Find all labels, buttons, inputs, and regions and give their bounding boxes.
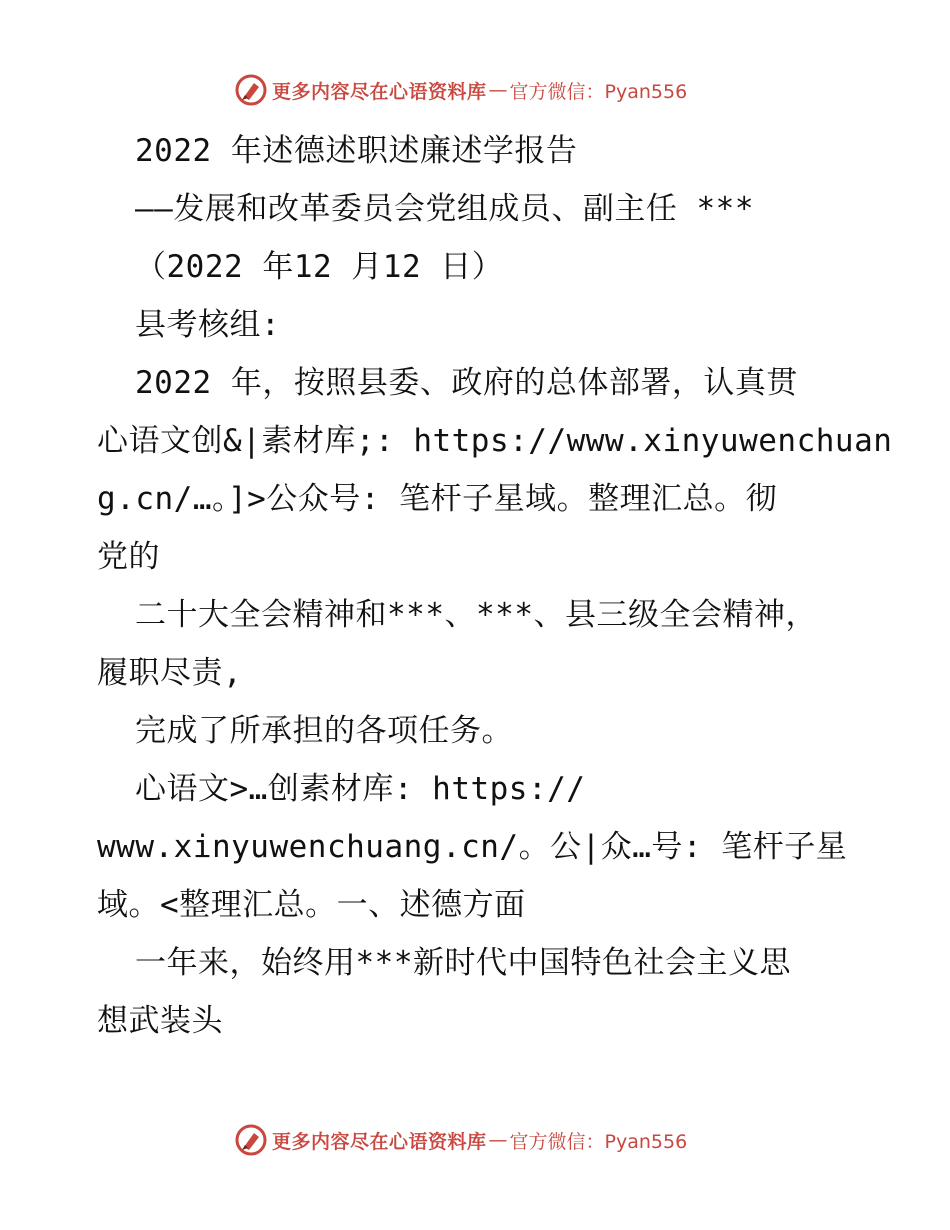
paragraph-line: 二十大全会精神和***、***、县三级全会精神， [135,597,817,633]
paragraph-line: 想武装头 [97,1003,223,1039]
header-watermark [234,72,687,108]
watermark-contact: 官方微信：Pyan556 [509,80,688,103]
paragraph-line: www.xinyuwenchuang.cn/。公|众…号: 笔杆子星 [97,829,848,865]
pen-logo-icon [234,1123,268,1157]
pen-logo-icon [234,73,268,107]
document-title: 2022 年述德述职述廉述学报告 [135,133,578,169]
document-date: （2022 年12 月12 日） [135,249,504,285]
paragraph-line: 心语文>…创素材库: https:// [135,771,586,807]
paragraph-line: 完成了所承担的各项任务。 [135,713,513,749]
watermark-site-text: 更多内容尽在心语资料库 [272,1130,487,1153]
paragraph-line: g.cn/…。]>公众号: 笔杆子星域。整理汇总。彻 [97,481,778,517]
paragraph-line: 履职尽责, [97,655,243,691]
paragraph-line: 2022 年，按照县委、政府的总体部署，认真贯 [135,365,798,401]
watermark-contact: 官方微信：Pyan556 [509,1130,688,1153]
document-subtitle: ——发展和改革委员会党组成员、副主任 *** [135,191,754,227]
footer-watermark [234,1122,687,1158]
paragraph-line: 心语文创&|素材库;: https://www.xinyuwenchuan [97,423,893,459]
paragraph-line: 党的 [97,539,160,575]
section-heading-line: 域。<整理汇总。一、述德方面 [97,887,526,923]
watermark-separator: — [488,1129,508,1151]
watermark-site-text: 更多内容尽在心语资料库 [272,80,487,103]
document-body [97,122,893,1050]
watermark-separator: — [488,79,508,101]
paragraph-line: 一年来，始终用***新时代中国特色社会主义思 [135,945,791,981]
salutation: 县考核组: [135,307,281,343]
